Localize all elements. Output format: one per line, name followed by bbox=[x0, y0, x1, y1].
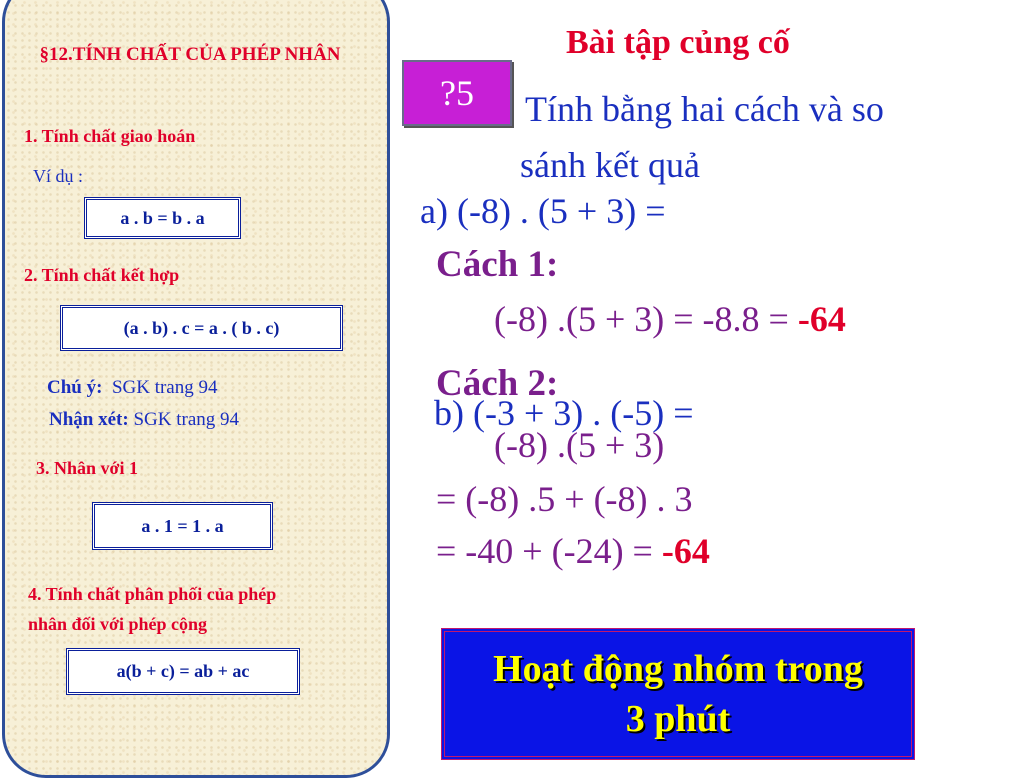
note-label: Chú ý: bbox=[47, 377, 103, 398]
commutative-formula-box: a . b = b . a bbox=[84, 197, 241, 239]
task-b: b) (-3 + 3) . (-5) = bbox=[434, 393, 694, 433]
section-associative-heading: 2. Tính chất kết hợp bbox=[24, 265, 180, 285]
method1-line bbox=[494, 298, 846, 340]
instruction-line1: Tính bằng hai cách và so bbox=[525, 89, 884, 129]
group-activity-box bbox=[441, 628, 915, 760]
example-label: Ví dụ : bbox=[33, 166, 84, 186]
section-distributive-heading-line1: 4. Tính chất phân phối của phép bbox=[28, 584, 277, 604]
section-commutative-heading: 1. Tính chất giao hoán bbox=[24, 126, 196, 146]
method2-label: Cách 2: bbox=[436, 363, 559, 404]
exercise-title: Bài tập củng cố bbox=[566, 24, 790, 61]
method2-expression: = -40 + (-24) = bbox=[436, 531, 662, 571]
associative-formula-box: (a . b) . c = a . ( b . c) bbox=[60, 305, 343, 351]
question-badge: ?5 bbox=[402, 60, 512, 126]
note-line bbox=[47, 377, 218, 399]
task-a: a) (-8) . (5 + 3) = bbox=[420, 191, 666, 231]
group-activity-text bbox=[493, 644, 863, 744]
distributive-formula-box: a(b + c) = ab + ac bbox=[66, 648, 300, 695]
method1-expression: (-8) .(5 + 3) = -8.8 = bbox=[494, 299, 798, 339]
remark-line bbox=[49, 409, 239, 431]
method2-line2: = (-8) .5 + (-8) . 3 bbox=[436, 479, 693, 519]
section-multiply-by-one-heading: 3. Nhân với 1 bbox=[36, 458, 138, 478]
method1-result: -64 bbox=[797, 299, 846, 339]
method2-line1: (-8) .(5 + 3) bbox=[494, 425, 665, 465]
method2-result: -64 bbox=[661, 531, 710, 571]
remark-label: Nhận xét: bbox=[49, 409, 129, 430]
group-activity-line2: 3 phút bbox=[625, 698, 731, 740]
multiply-by-one-formula-box: a . 1 = 1 . a bbox=[92, 502, 273, 550]
remark-text: SGK trang 94 bbox=[133, 409, 240, 430]
note-text: SGK trang 94 bbox=[111, 377, 218, 398]
section-distributive-heading-line2: nhân đối với phép cộng bbox=[28, 614, 208, 634]
method1-label: Cách 1: bbox=[436, 244, 559, 285]
method2-line3 bbox=[436, 530, 710, 572]
sidebar-title: §12.TÍNH CHẤT CỦA PHÉP NHÂN bbox=[39, 44, 341, 65]
instruction-line2: sánh kết quả bbox=[520, 145, 700, 185]
group-activity-line1: Hoạt động nhóm trong bbox=[493, 648, 863, 690]
